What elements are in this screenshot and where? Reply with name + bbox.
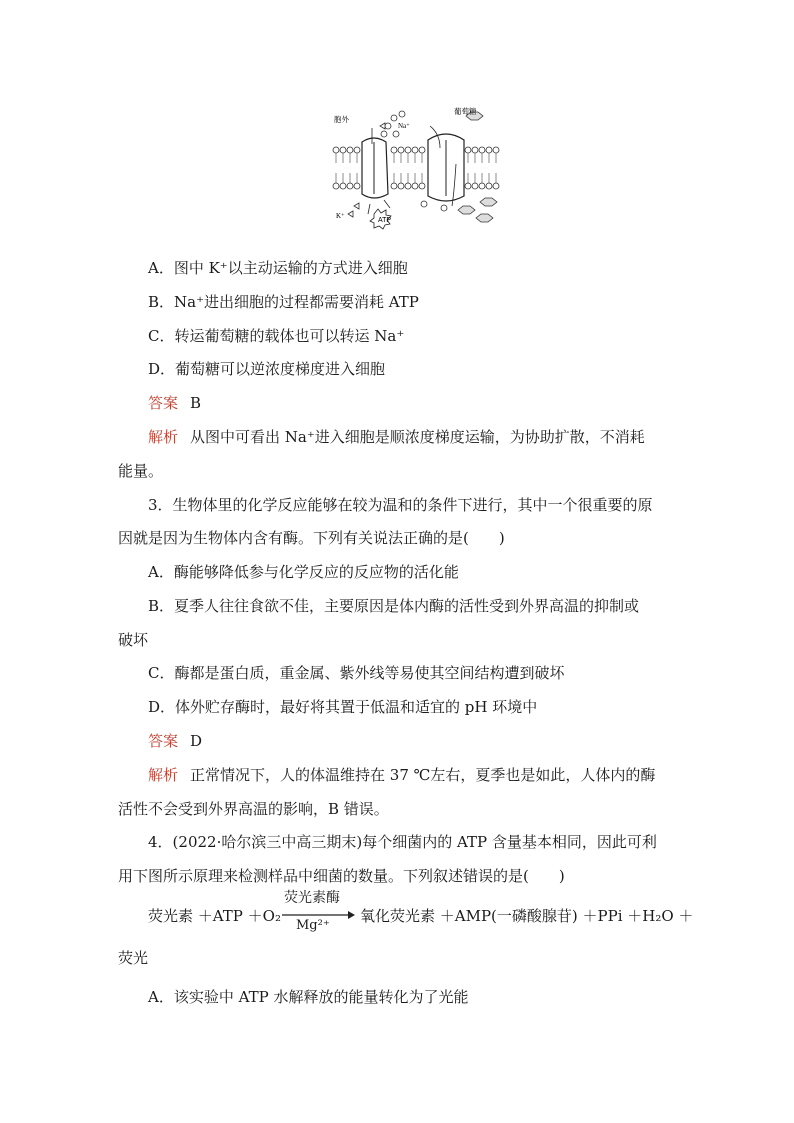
q3-option-d: D．体外贮存酶时，最好将其置于低温和适宜的 pH 环境中 (148, 698, 538, 716)
equation-cofactor: Mg²⁺ (296, 918, 330, 933)
q4-stem-line2: 用下图所示原理来检测样品中细菌的数量。下列叙述错误的是( ) (118, 867, 565, 885)
answer-label: 答案 (148, 732, 179, 750)
answer-value: B (190, 394, 202, 412)
equation-left: 荧光素 ＋ATP ＋O₂ (148, 907, 281, 925)
membrane-transport-diagram (328, 104, 502, 234)
q4-stem-line1: 4．(2022·哈尔滨三中高三期末)每个细菌内的 ATP 含量基本相同，因此可利 (148, 833, 657, 851)
q2-analysis-line2: 能量。 (118, 462, 164, 480)
analysis-label: 解析 (148, 766, 179, 784)
q3-analysis-row (148, 765, 655, 785)
q3-option-b: B．夏季人往往食欲不佳，主要原因是体内酶的活性受到外界高温的抑制或 (148, 597, 640, 615)
equation-right: 氧化荧光素 ＋AMP(一磷酸腺苷) ＋PPi ＋H₂O ＋ (360, 907, 694, 925)
q4-option-a: A．该实验中 ATP 水解释放的能量转化为了光能 (148, 988, 469, 1006)
q2-option-c: C．转运葡萄糖的载体也可以转运 Na⁺ (148, 327, 405, 345)
glucose-label: 葡萄糖 (454, 107, 477, 116)
answer-value: D (190, 732, 203, 750)
q3-answer-row (148, 731, 202, 751)
q2-option-b: B．Na⁺进出细胞的过程都需要消耗 ATP (148, 293, 419, 311)
q2-analysis-row (148, 427, 645, 447)
q3-option-b-cont: 破坏 (118, 631, 149, 649)
q3-stem-line1: 3．生物体里的化学反应能够在较为温和的条件下进行，其中一个很重要的原 (148, 496, 653, 514)
k-label: K⁺ (336, 212, 345, 220)
q3-option-c: C．酶都是蛋白质，重金属、紫外线等易使其空间结构遭到破坏 (148, 664, 565, 682)
answer-label: 答案 (148, 394, 179, 412)
equation-tail: 荧光 (118, 949, 149, 967)
equation-catalyst: 荧光素酶 (284, 890, 340, 906)
analysis-text: 正常情况下，人的体温维持在 37 ℃左右，夏季也是如此，人体内的酶 (190, 766, 656, 784)
outside-label: 胞外 (334, 115, 349, 124)
q3-analysis-line2: 活性不会受到外界高温的影响，B 错误。 (118, 800, 389, 818)
na-label: Na⁺ (398, 122, 410, 130)
q3-stem-line2: 因就是因为生物体内含有酶。下列有关说法正确的是( ) (118, 529, 505, 547)
analysis-text: 从图中可看出 Na⁺进入细胞是顺浓度梯度运输，为协助扩散，不消耗 (190, 428, 645, 446)
q2-answer-row (148, 393, 201, 413)
q2-option-d: D．葡萄糖可以逆浓度梯度进入细胞 (148, 360, 386, 378)
atp-label: ATP (378, 217, 392, 224)
q3-option-a: A．酶能够降低参与化学反应的反应物的活化能 (148, 563, 459, 581)
q2-option-a: A．图中 K⁺以主动运输的方式进入细胞 (148, 259, 408, 277)
reaction-arrow (280, 891, 356, 937)
analysis-label: 解析 (148, 428, 179, 446)
